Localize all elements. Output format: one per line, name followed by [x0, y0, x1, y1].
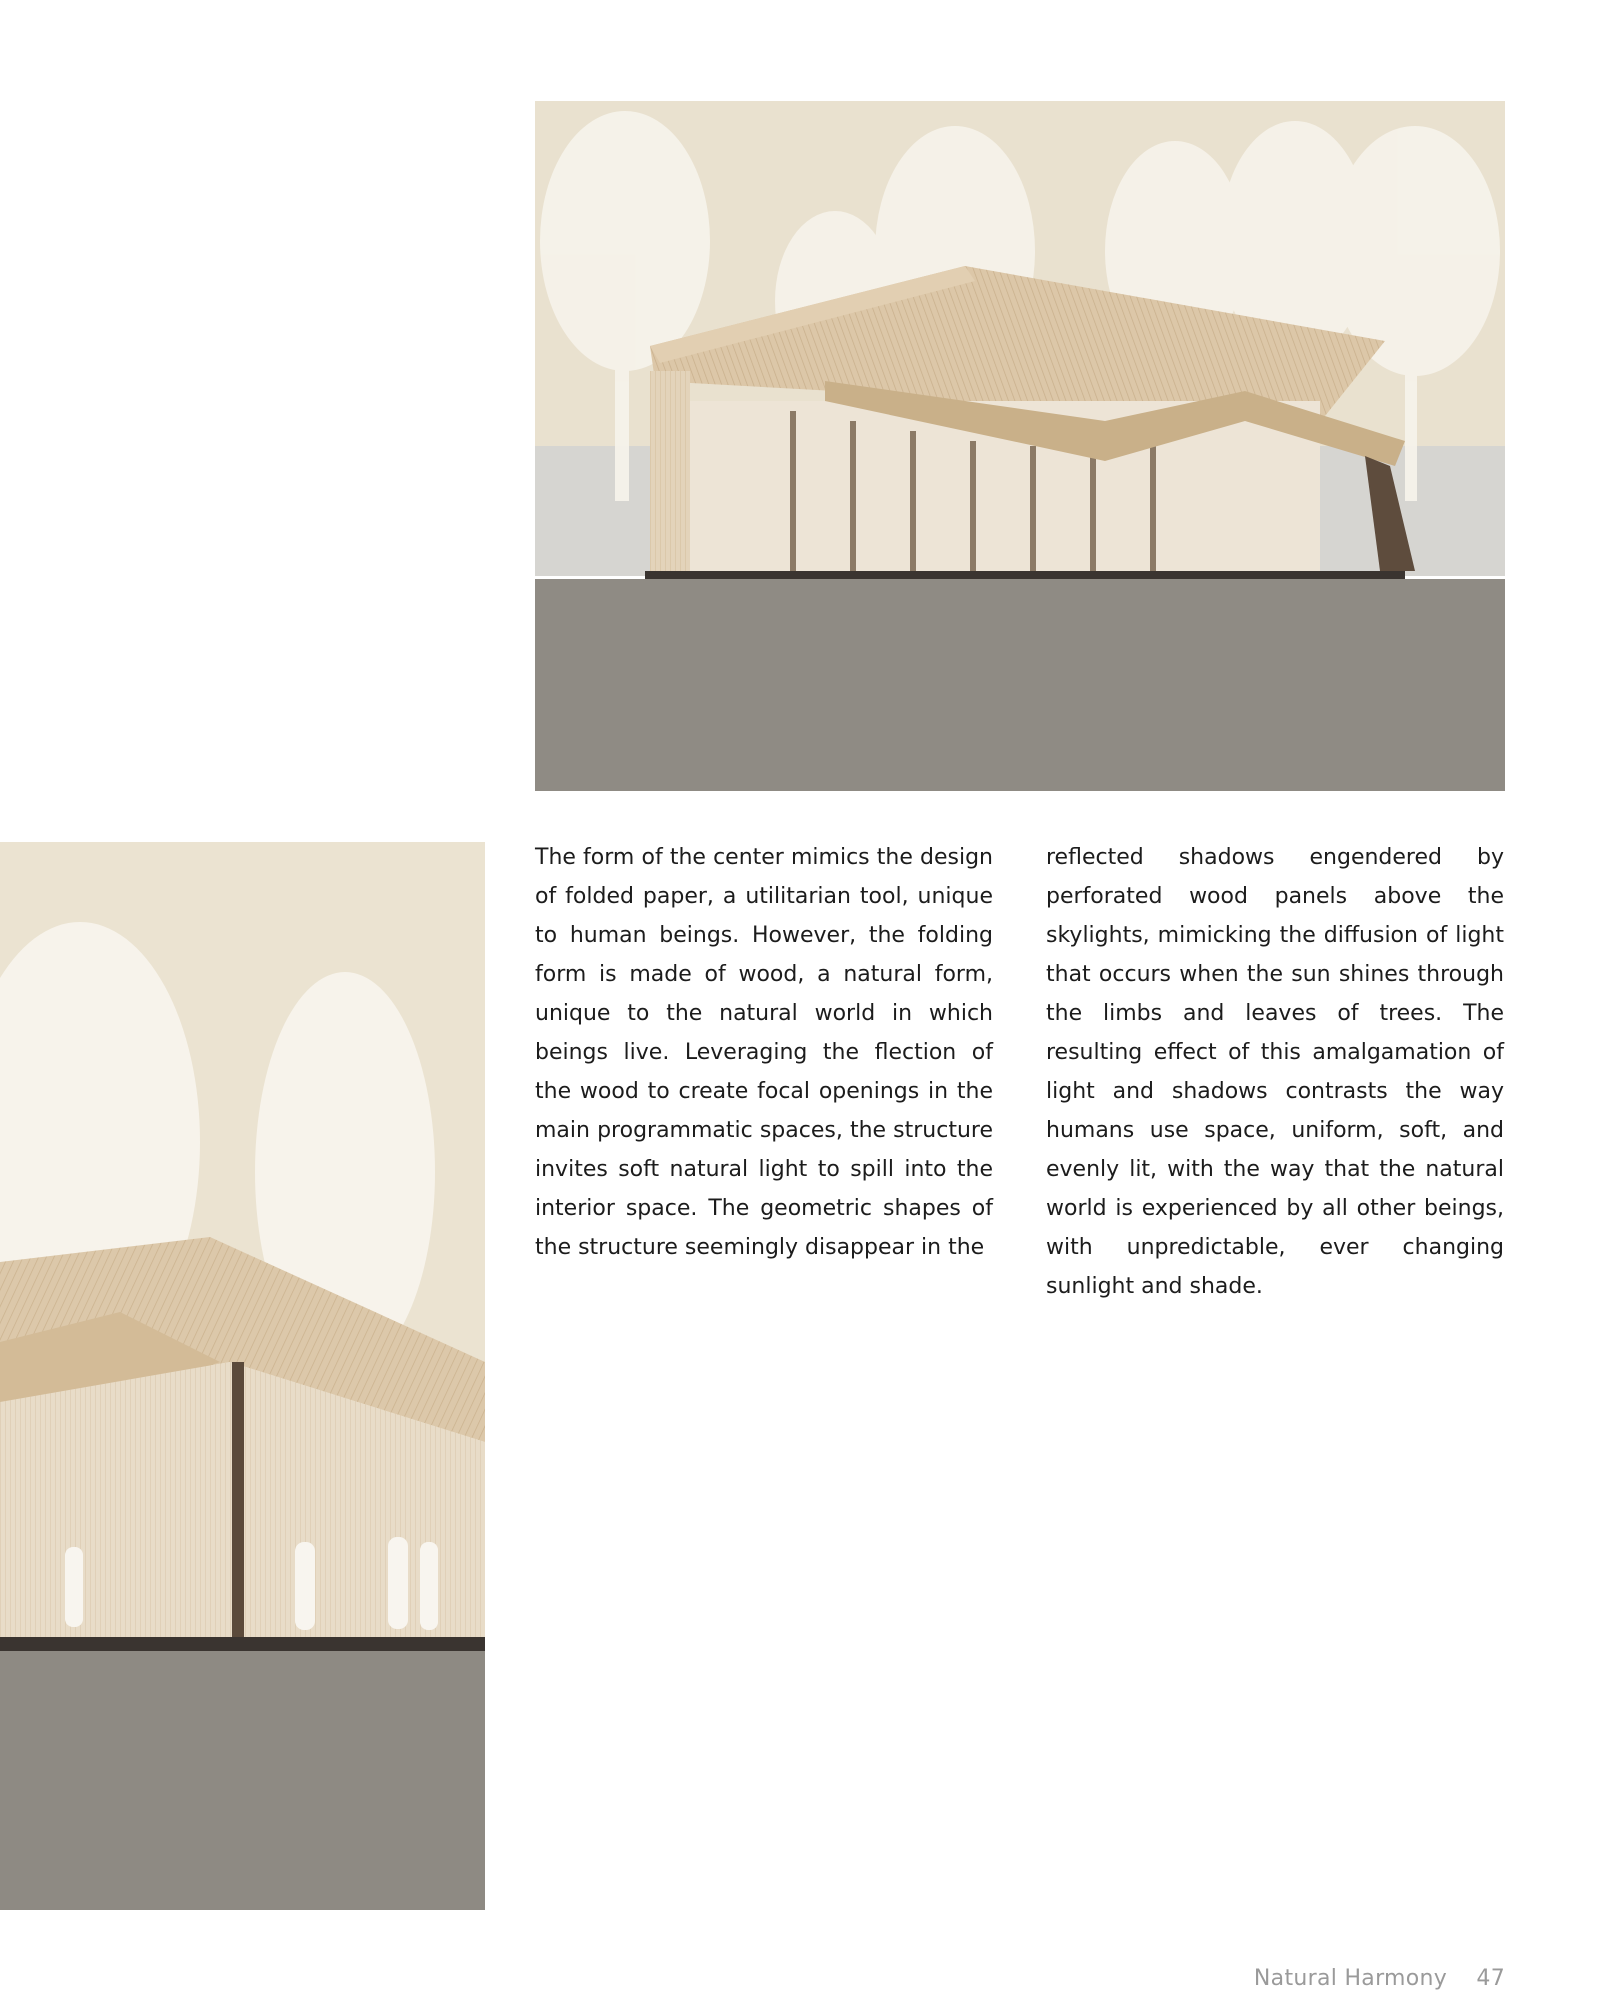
body-paragraph-1: The form of the center mimics the design of folded paper, a utilitarian tool, unique to human beings. However, the folding form is made of wood, a natural form, unique to the natural world in which beings live. Leveraging the flection of the wood to create focal openings in the main programmatic spaces, the structure invites soft natural light to spill into the interior space. The geometric shapes of the structure seemingly disappear in the — [535, 845, 993, 1260]
body-text-column-1 — [535, 838, 993, 1267]
section-drawing-left-svg — [0, 842, 485, 1910]
body-text-column-2 — [1046, 838, 1504, 1306]
section-drawing-top-svg — [535, 101, 1505, 791]
section-drawing-top — [535, 101, 1505, 791]
body-paragraph-2: reflected shadows engendered by perforated wood panels above the skylights, mimicking the diffusion of light that occurs when the sun shines through the limbs and leaves of trees. The resulting effect of this amalgamation of light and shadows contrasts the way humans use space, uniform, soft, and evenly lit, with the way that the natural world is experienced by all other beings, with unpredictable, ever changing sunlight and shade. — [1046, 845, 1504, 1299]
page-number: 47 — [1476, 1966, 1505, 1991]
publication-title: Natural Harmony — [1253, 1966, 1448, 1991]
page-footer — [1254, 1966, 1505, 1991]
section-drawing-left — [0, 842, 485, 1910]
